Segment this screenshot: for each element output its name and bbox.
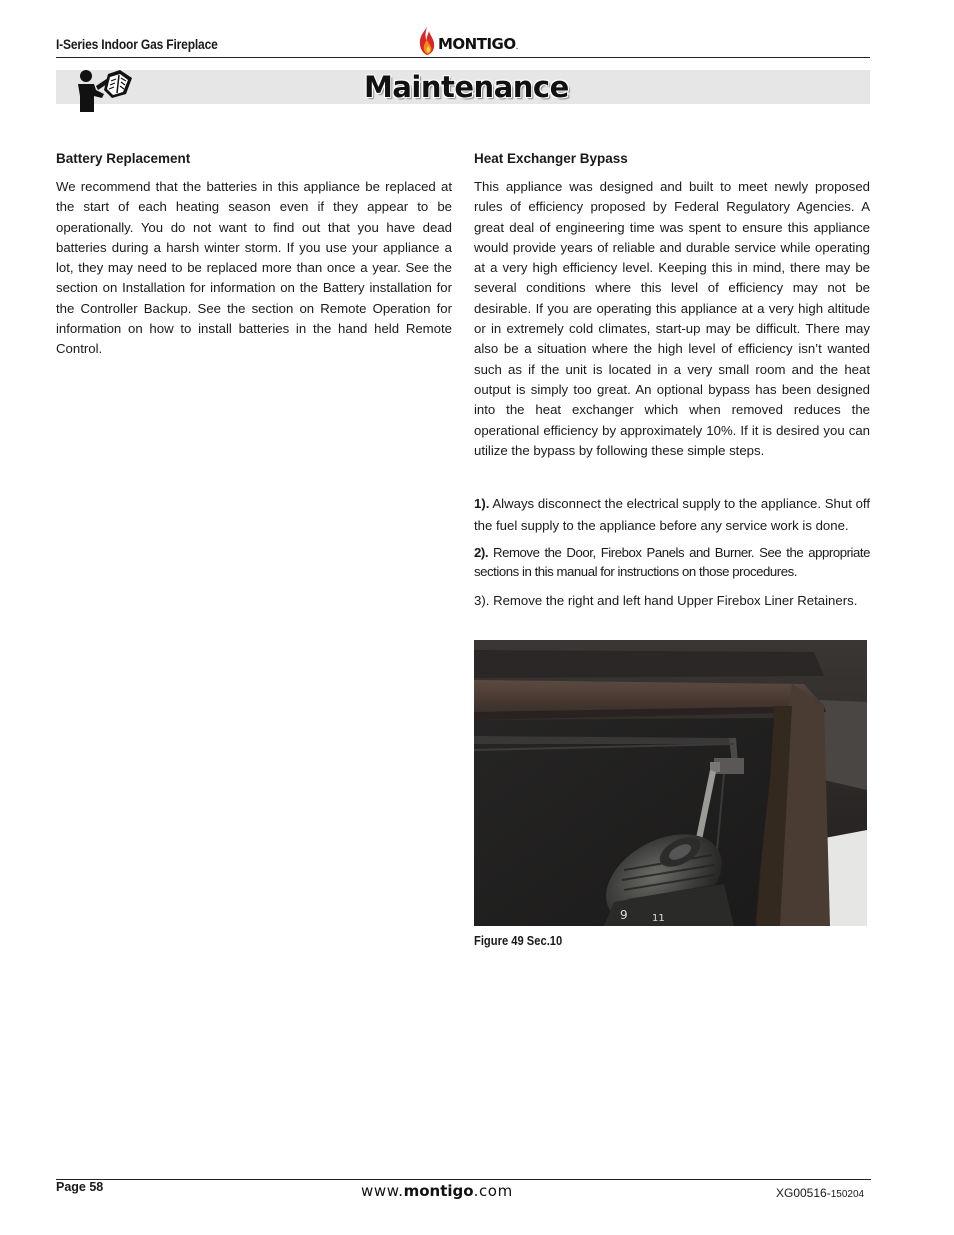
document-code xyxy=(776,1186,864,1200)
flame-logo-icon xyxy=(418,26,436,56)
person-reading-manual-icon xyxy=(74,68,138,114)
url-prefix: www. xyxy=(361,1182,404,1200)
step-number: 1). xyxy=(474,496,490,511)
header-divider xyxy=(56,57,870,58)
url-suffix: .com xyxy=(473,1182,513,1200)
step-text: Remove the right and left hand Upper Firebox Liner Retainers. xyxy=(493,593,858,608)
figure-photo-drill-on-liner-retainer xyxy=(474,640,867,926)
step-number: 2). xyxy=(474,545,489,560)
logo-wordmark: MONTIGO xyxy=(438,35,516,53)
page-number: Page 58 xyxy=(56,1180,104,1194)
heat-exchanger-bypass-body: This appliance was designed and built to meet newly proposed rules of efficiency proposed by Federal Regulatory Agencies. A great deal of engineering time was spent to ensure this appliance would provide years of reliable and durable service while operating at a very high efficiency level. Keeping this in mind, there may be several conditions where this level of efficiency may not be desirable. If you are operating this appliance at a very high altitude or in extremely cold climates, start-up may be difficult. There may also be a situation where the high level of efficiency isn’t wanted such as if the unit is located in a very small room and the heat output is simply too great. An optional bypass has been designed into the heat exchanger which when removed reduces the operational efficiency by approximately 10%. If it is desired you can utilize the bypass by following these simple steps. xyxy=(474,179,870,458)
website-url[interactable] xyxy=(361,1182,513,1200)
step-text: Remove the Door, Firebox Panels and Burner. See the appropriate sections in this manual for instructions on those procedures. xyxy=(474,545,870,579)
page-title: Maintenance xyxy=(364,70,569,104)
battery-replacement-heading: Battery Replacement xyxy=(56,151,191,166)
step-number: 3). xyxy=(474,593,490,608)
step-1 xyxy=(474,493,870,537)
svg-text:11: 11 xyxy=(652,913,665,924)
step-text: Always disconnect the electrical supply to the appliance. Shut off the fuel supply to the appliance before any service work is done. xyxy=(474,496,870,533)
doc-code-main: XG00516- xyxy=(776,1186,831,1200)
montigo-logo xyxy=(418,24,518,56)
footer-divider xyxy=(56,1179,871,1180)
step-3 xyxy=(474,591,870,612)
svg-text:9: 9 xyxy=(620,908,628,922)
figure-caption: Figure 49 Sec.10 xyxy=(474,933,563,948)
document-title: I-Series Indoor Gas Fireplace xyxy=(56,36,218,52)
battery-replacement-body: We recommend that the batteries in this appliance be replaced at the start of each heating season even if they appear to be operationally. You do not want to find out that you have dead batteries during a harsh winter storm. If you use your appliance a lot, they may need to be replaced more than once a year. See the section on Installation for information on the Battery installation for the Controller Backup. See the section on Remote Operation for information on how to install batteries in the hand held Remote Control. xyxy=(56,179,452,357)
logo-dot: . xyxy=(515,41,519,52)
doc-code-date: 150204 xyxy=(830,1189,865,1200)
heat-exchanger-bypass-heading: Heat Exchanger Bypass xyxy=(474,151,628,166)
step-2 xyxy=(474,543,870,581)
url-brand: montigo xyxy=(403,1182,474,1200)
